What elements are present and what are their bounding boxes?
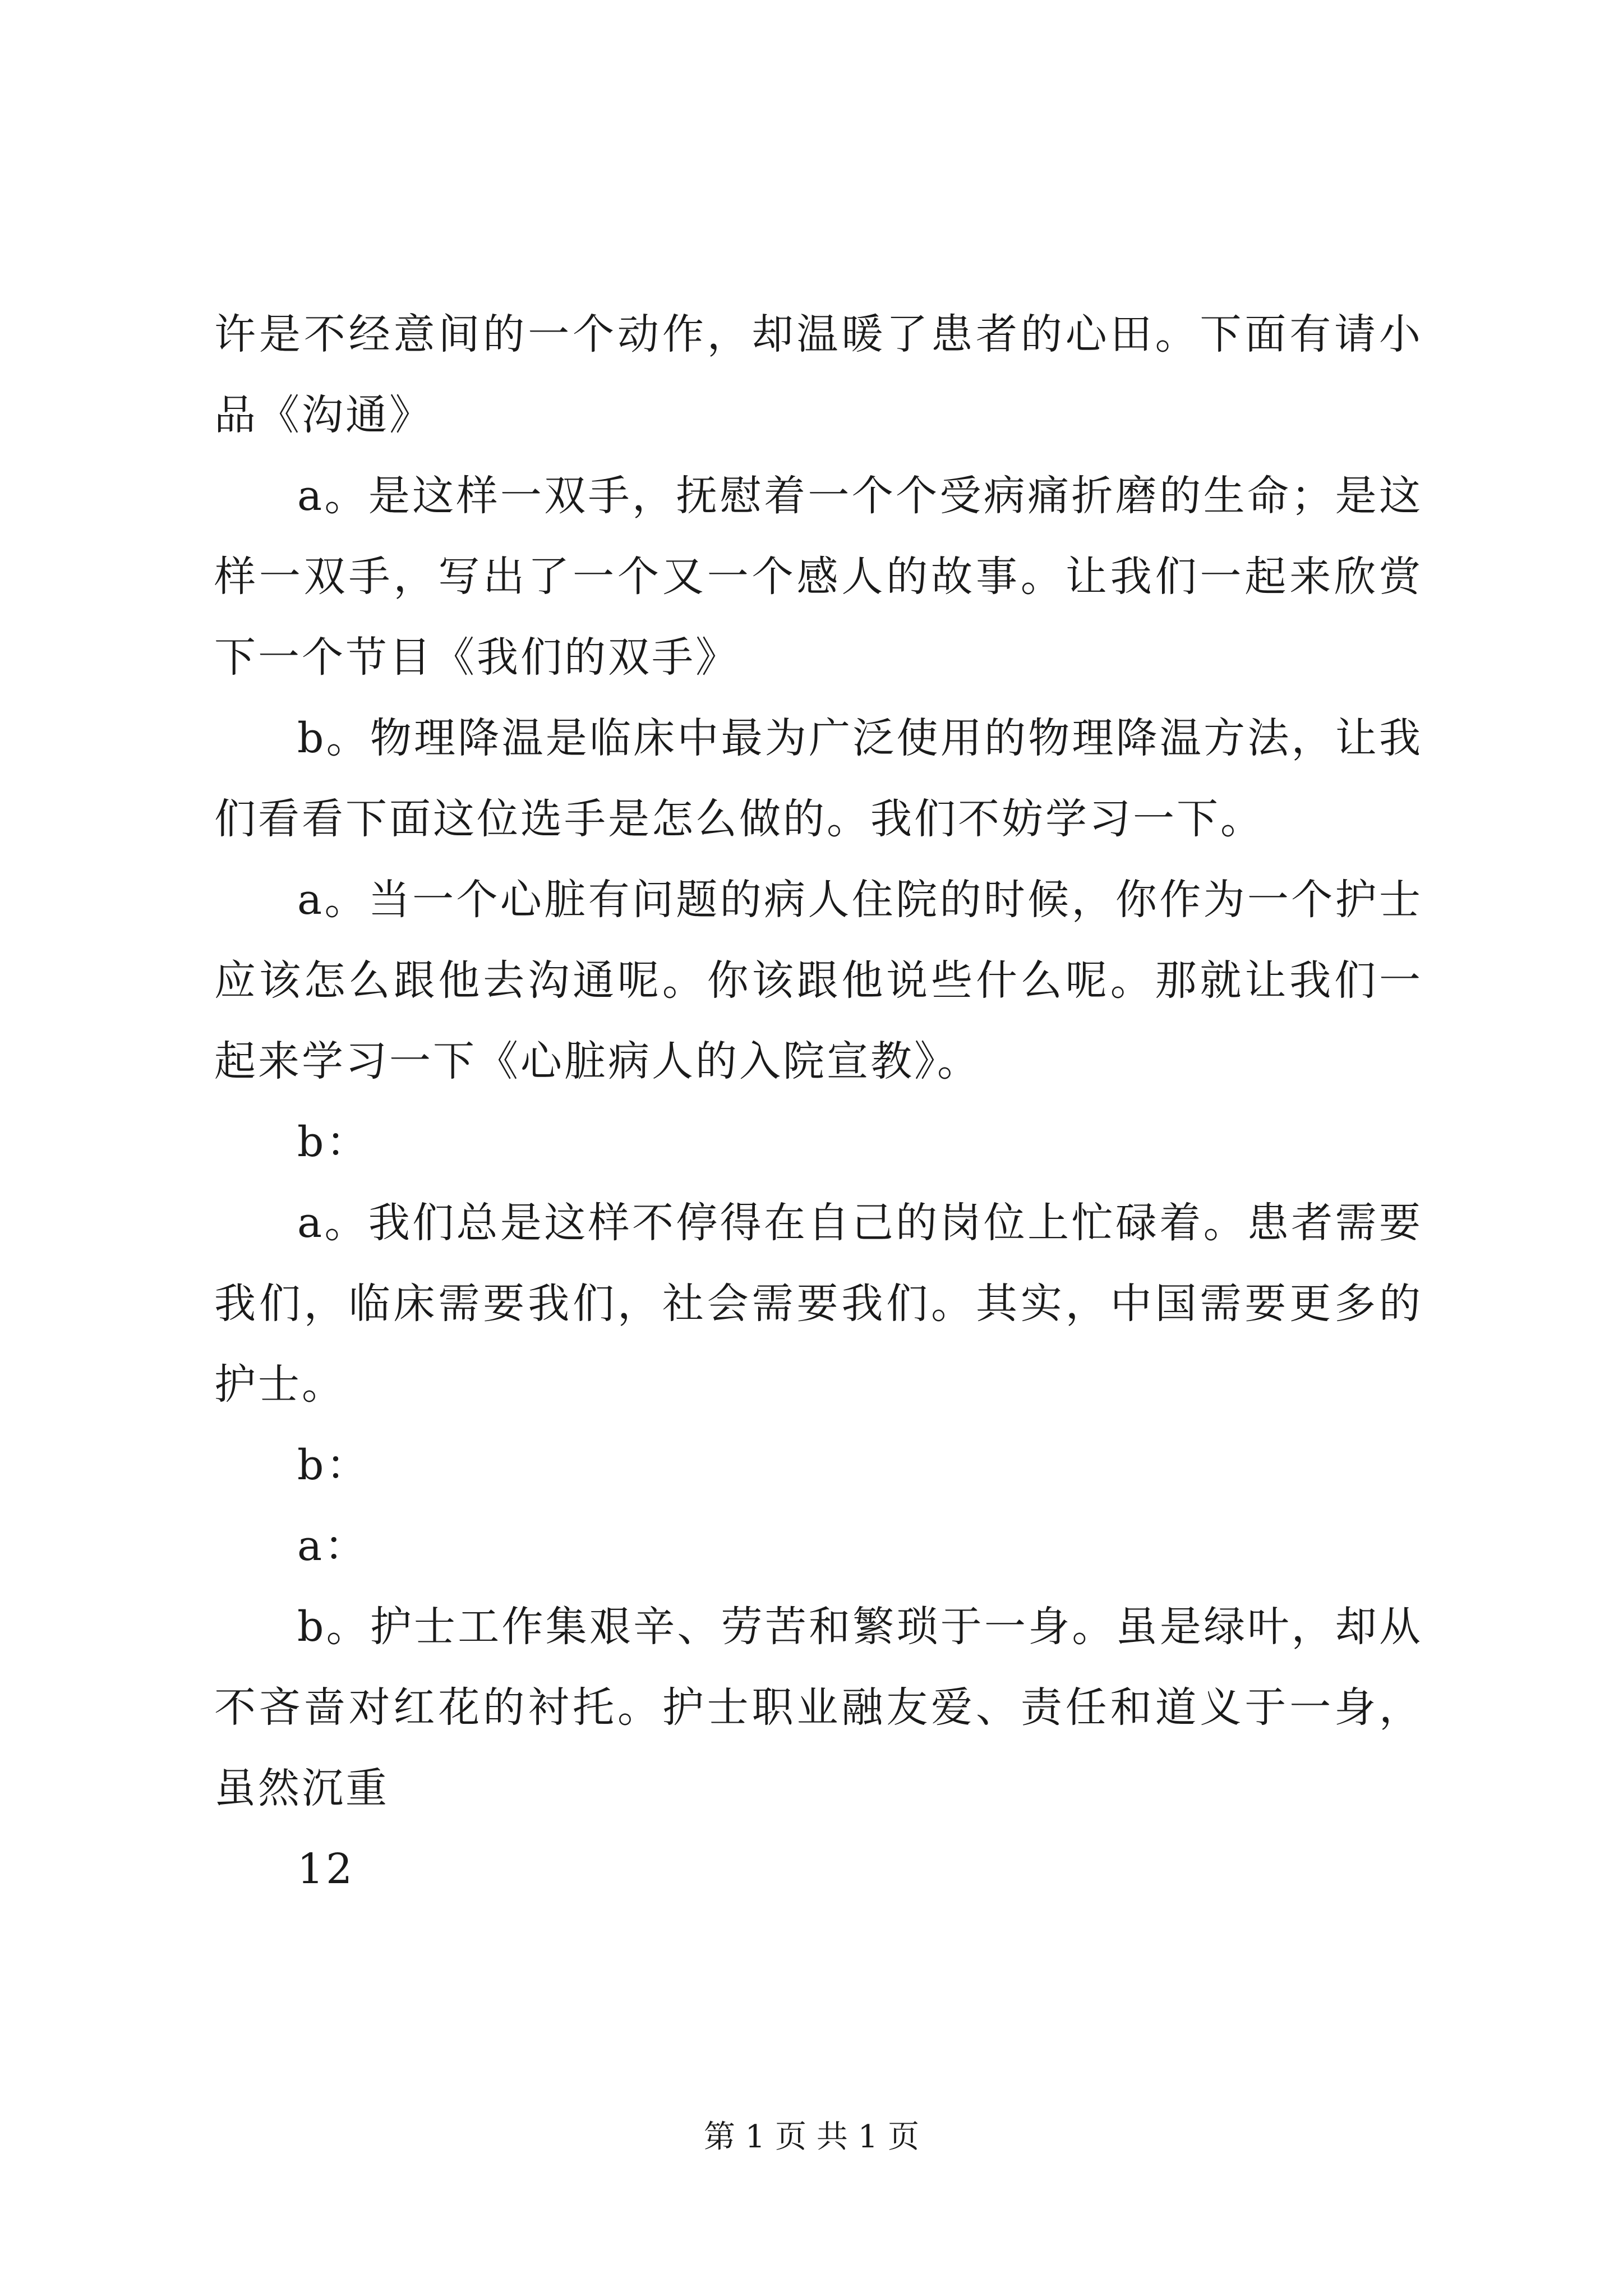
paragraph-6: a。我们总是这样不停得在自己的岗位上忙碌着。患者需要我们，临床需要我们，社会需要我们。其实，中国需要更多的护士。	[214, 1199, 1423, 1409]
paragraph-5: b：	[297, 1118, 370, 1166]
paragraph-8: a：	[297, 1522, 368, 1570]
paragraph-9: b。护士工作集艰辛、劳苦和繁琐于一身。虽是绿叶，却从不吝啬对红花的衬托。护士职业融友爱、责任和道义于一身，虽然沉重	[214, 1603, 1423, 1812]
paragraph-1: 许是不经意间的一个动作，却温暖了患者的心田。下面有请小品《沟通》	[214, 310, 1423, 439]
paragraph-7: b：	[297, 1441, 370, 1489]
paragraph-2: a。是这样一双手，抚慰着一个个受病痛折磨的生命；是这样一双手，写出了一个又一个感人的故事。让我们一起来欣赏下一个节目《我们的双手》	[214, 472, 1423, 682]
page-footer: 第 1 页 共 1 页	[703, 2119, 920, 2155]
document-body	[214, 294, 1423, 1910]
paragraph-3: b。物理降温是临床中最为广泛使用的物理降温方法，让我们看看下面这位选手是怎么做的。我们不妨学习一下。	[214, 714, 1423, 843]
paragraph-4: a。当一个心脏有问题的病人住院的时候，你作为一个护士应该怎么跟他去沟通呢。你该跟他说些什么呢。那就让我们一起来学习一下《心脏病人的入院宣教》。	[214, 876, 1423, 1085]
paragraph-10: 12	[297, 1845, 355, 1893]
